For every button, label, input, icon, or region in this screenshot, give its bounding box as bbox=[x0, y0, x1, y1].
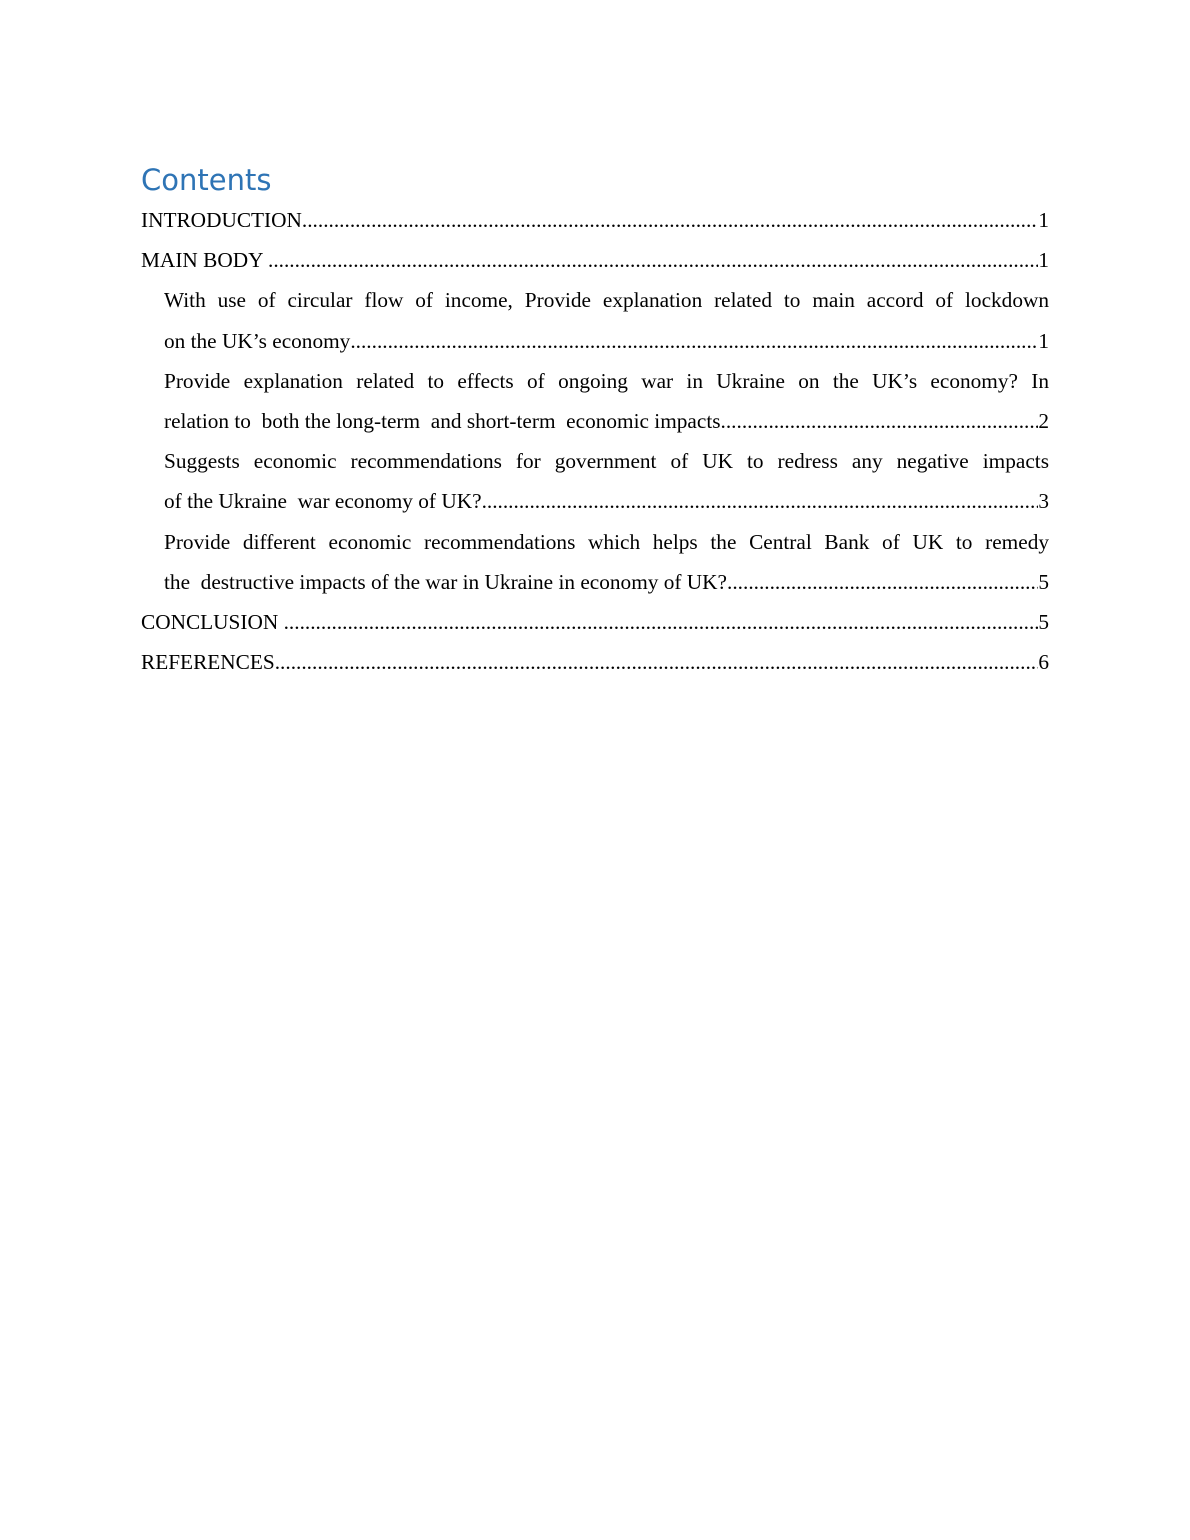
toc-entry-label-line-2: of the Ukraine war economy of UK? bbox=[164, 489, 482, 514]
toc-entry-label: REFERENCES bbox=[141, 650, 275, 675]
toc-page-number: 5 bbox=[1038, 569, 1049, 594]
toc-dot-leader bbox=[268, 240, 1038, 280]
toc-entry-conclusion[interactable] bbox=[141, 602, 1049, 642]
toc-dot-leader bbox=[302, 200, 1038, 240]
toc-entry-label-line-1: With use of circular flow of income, Provide explanation related to main accord of lockdown bbox=[164, 288, 1049, 313]
toc-dot-leader bbox=[284, 602, 1039, 642]
toc-entry-circular-flow[interactable] bbox=[141, 280, 1049, 360]
toc-page-number: 5 bbox=[1038, 610, 1049, 635]
toc-dot-leader bbox=[350, 321, 1038, 361]
toc-entry-label: INTRODUCTION bbox=[141, 208, 302, 232]
toc-entry-war-effects[interactable] bbox=[141, 361, 1049, 441]
toc-entry-central-bank-recommendations[interactable] bbox=[141, 522, 1049, 602]
toc-dot-leader bbox=[727, 562, 1038, 602]
toc-entry-label-line-1: Provide explanation related to effects of ongoing war in Ukraine on the UK’s economy? In bbox=[164, 368, 1049, 393]
document-page bbox=[141, 160, 1049, 682]
toc-entry-government-recommendations[interactable] bbox=[141, 441, 1049, 521]
toc-heading: Contents bbox=[141, 163, 272, 197]
toc-entry-main-body[interactable] bbox=[141, 240, 1049, 280]
toc-page-number: 1 bbox=[1038, 248, 1049, 273]
table-of-contents bbox=[141, 200, 1049, 682]
toc-dot-leader bbox=[726, 401, 1038, 441]
toc-entry-references[interactable] bbox=[141, 642, 1049, 682]
toc-dot-leader bbox=[275, 642, 1039, 682]
toc-entry-label-line-2: the destructive impacts of the war in Ukraine in economy of UK? bbox=[164, 569, 728, 594]
toc-entry-introduction[interactable] bbox=[141, 200, 1049, 240]
toc-page-number: 2 bbox=[1038, 409, 1049, 434]
toc-entry-label-line-1: Provide different economic recommendations which helps the Central Bank of UK to remedy bbox=[164, 529, 1049, 554]
toc-page-number: 3 bbox=[1038, 489, 1049, 514]
toc-entry-label-line-2: relation to both the long-term and short-term economic impacts. bbox=[164, 409, 726, 434]
toc-entry-label-line-2: on the UK’s economy bbox=[164, 328, 351, 353]
toc-entry-label: CONCLUSION bbox=[141, 610, 284, 635]
toc-page-number: 1 bbox=[1038, 328, 1049, 353]
toc-entry-label-line-1: Suggests economic recommendations for government of UK to redress any negative impacts bbox=[164, 449, 1049, 474]
toc-page-number: 6 bbox=[1038, 650, 1049, 675]
toc-dot-leader bbox=[482, 481, 1039, 521]
toc-entry-label: MAIN BODY bbox=[141, 248, 268, 273]
toc-page-number: 1 bbox=[1038, 208, 1049, 232]
